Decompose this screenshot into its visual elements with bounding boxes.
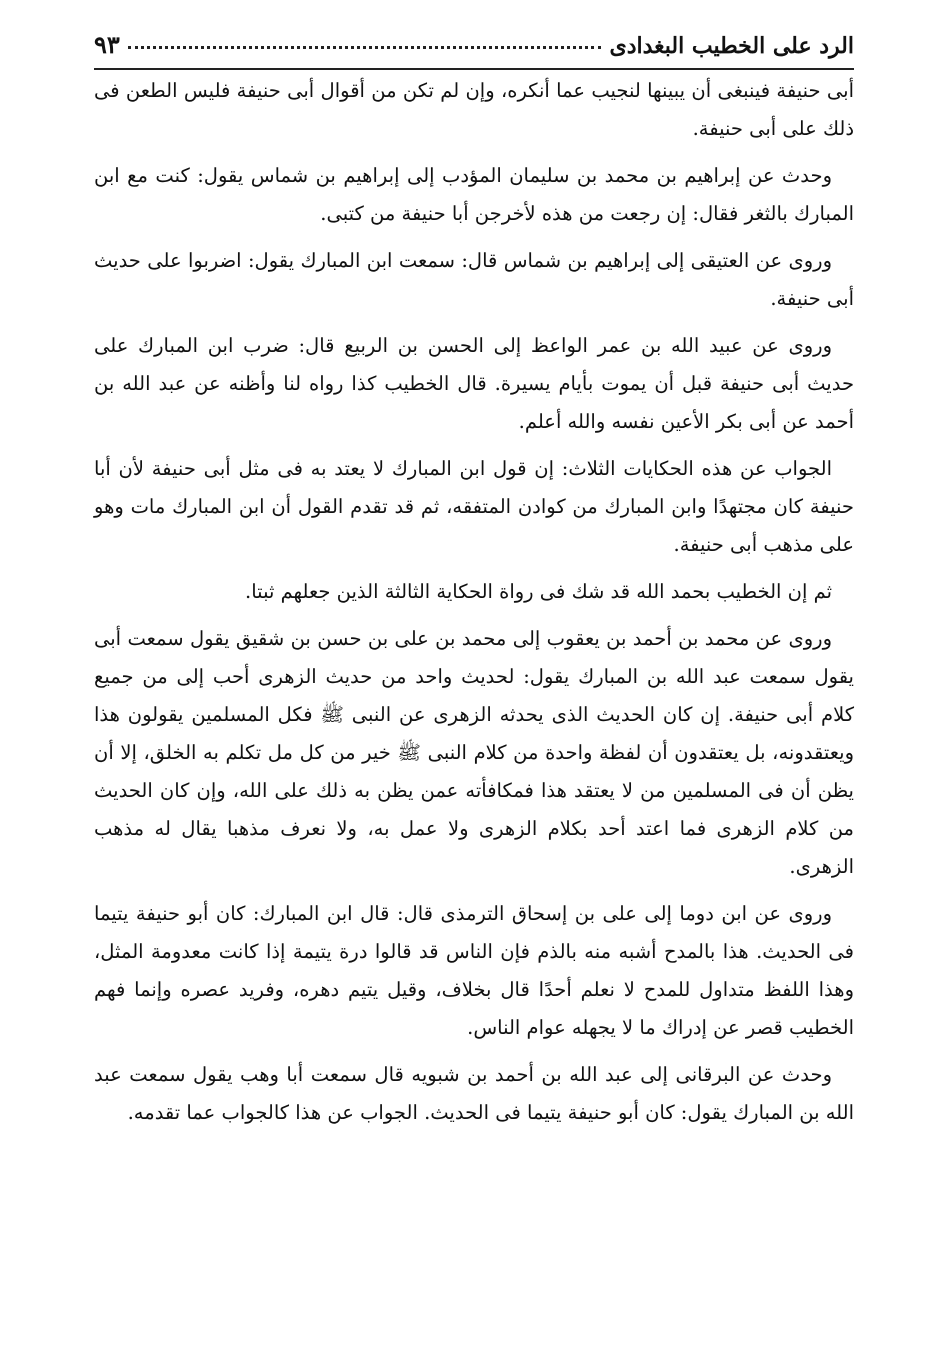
- page-body: [94, 72, 854, 1132]
- header-rule: [94, 68, 854, 70]
- running-title: الرد على الخطيب البغدادى: [609, 33, 854, 59]
- page-header: [94, 30, 854, 66]
- paragraph-zuhri-hadith: وروى عن محمد بن أحمد بن يعقوب إلى محمد بن على بن حسن بن شقيق يقول سمعت أبى يقول سمعت عبد الله بن المبارك يقول: لحديث واحد من حديث الزهرى أحب إلى من جميع كلام أبى حنيفة. إن كان الحديث الذى يحدثه الزهرى عن النبى ﷺ فكل المسلمين يقولون هذا ويعتقدونه، بل يعتقدون أن لفظة واحدة من كلام النبى ﷺ خير من كل مل تكلم به الخلق، إلا أن يظن أن فى المسلمين من لا يعتقد هذا فمكافأته عمن يظن به ذلك على الله، وإن كان الحديث من كلام الزهرى فما اعتد أحد بكلام الزهرى ولا عمل به، ولا نعرف مذهبا يقال له مذهب الزهرى.: [94, 627, 854, 878]
- paragraph-answer-three-stories: الجواب عن هذه الحكايات الثلاث: إن قول ابن المبارك لا يعتد به فى مثل أبى حنيفة لأن أبا حنيفة كان مجتهدًا وابن المبارك من كوادن المتفقه، ثم قد تقدم القول أن ابن المبارك مات وهو على مذهب أبى حنيفة.: [94, 457, 854, 556]
- paragraph-atiqi: وروى عن العتيقى إلى إبراهيم بن شماس قال: سمعت ابن المبارك يقول: اضربوا على حديث أبى حنيفة.: [94, 249, 854, 310]
- dotted-leader: [128, 34, 602, 49]
- page-number: ٩٣: [94, 30, 120, 59]
- book-page: [94, 30, 854, 1141]
- paragraph-yatim-ibn-duma: وروى عن ابن دوما إلى على بن إسحاق الترمذى قال: قال ابن المبارك: كان أبو حنيفة يتيما فى الحديث. هذا بالمدح أشبه منه بالذم فإن الناس قد قالوا درة يتيمة إذا كانت معدومة المثل، وهذا اللفظ متداول للمدح لا نعلم أحدًا قال بخلاف، وقيل يتيم دهره، وفريد عصره وإنما فهم الخطيب قصر عن إدراك ما لا يجهله عوام الناس.: [94, 902, 854, 1039]
- paragraph-khatib-doubt: ثم إن الخطيب بحمد الله قد شك فى رواة الحكاية الثالثة الذين جعلهم ثبتا.: [245, 580, 832, 603]
- paragraph-ubaydullah-waiz: وروى عن عبيد الله بن عمر الواعظ إلى الحسن بن الربيع قال: ضرب ابن المبارك على حديث أبى حنيفة قبل أن يموت بأيام يسيرة. قال الخطيب كذا رواه لنا وأظنه عن عبد الله بن أحمد عن أبى بكر الأعين نفسه والله أعلم.: [94, 334, 854, 433]
- paragraph-ibn-shammas-thaghr: وحدث عن إبراهيم بن محمد بن سليمان المؤدب إلى إبراهيم بن شماس يقول: كنت مع ابن المبارك بالثغر فقال: إن رجعت من هذه لأخرجن أبا حنيفة من كتبى.: [94, 164, 854, 225]
- paragraph-continuation: أبى حنيفة فينبغى أن يبينها لنجيب عما أنكره، وإن لم تكن من أقوال أبى حنيفة فليس الطعن فى ذلك على أبى حنيفة.: [94, 79, 854, 140]
- paragraph-barqani: وحدث عن البرقانى إلى عبد الله بن أحمد بن شبويه قال سمعت أبا وهب يقول سمعت عبد الله بن المبارك يقول: كان أبو حنيفة يتيما فى الحديث. الجواب عن هذا كالجواب عما تقدمه.: [94, 1063, 854, 1124]
